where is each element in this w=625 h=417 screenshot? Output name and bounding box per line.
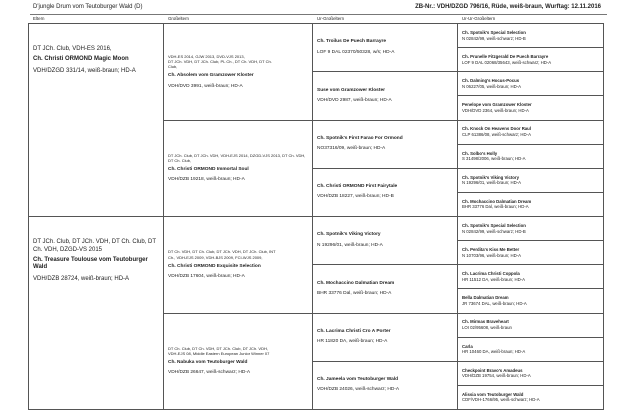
great-grandparent-registration: VDH/DZB 18227, weiß-braun; HD-B [317, 194, 394, 200]
great-great-grandparent-name: Ch. Lacrima Christi Coppola [462, 271, 520, 277]
great-grandparent-registration: VDH/DZB 24026, weiß-schwarz; HD-A [317, 387, 400, 393]
great-grandparent-cell [313, 362, 458, 410]
great-great-grandparent-cell [458, 386, 604, 410]
great-great-grandparent-name: Ch. Mirmas Braveheart [462, 319, 509, 325]
great-great-grandparent-cell [458, 72, 604, 96]
great-great-grandparent-registration: LOF 9 DAL 02068/35643, weiß-schwarz; HD-A [462, 59, 552, 65]
great-great-grandparent-registration: N 06227/05, weiß-braun; HD-A [462, 83, 521, 89]
great-grandparent-cell [313, 72, 458, 120]
great-grandparent-registration: NO37316/09, weiß-braun; HD-A [317, 146, 386, 152]
grandparent-name: Ch. Absolem vom Gramzower Kloster [168, 73, 254, 79]
parent-registration: VDH/DZB 28724, weiß-braun; HD-A [33, 276, 130, 283]
great-great-grandparent-cell [458, 217, 604, 241]
great-great-grandparent-name: Ch. Spotnik's Viking Victory [462, 174, 519, 180]
parent-registration: VDH/DZGD 331/14, weiß-braun; HD-A [33, 67, 136, 74]
great-great-grandparent-registration: JR 73674 DAL, weiß-braun; HD-A [462, 300, 527, 306]
great-grandparent-name: Ch. Christi ORMOND First Fairytale [317, 184, 398, 190]
great-great-grandparent-registration: S 31498/2006, weiß-braun; HD-A [462, 156, 526, 162]
great-grandparent-registration: N 19296/01, weiß-braun; HD-A [317, 242, 383, 248]
grandparent-registration: VDH/DZB 19218, weiß-braun; HD-A [168, 177, 245, 183]
grandparent-titles: DT Ch. Club, DT Ch. VDH, DT JCh. Club, DT JCh. VDH, [168, 345, 268, 351]
great-grandparent-registration: VDH/DVD 2987, weiß-braun; HD-A [317, 97, 392, 103]
great-great-grandparent-cell [458, 48, 604, 72]
great-great-grandparent-registration: BHR 33776 Dal, weiß-braun; HD-A [462, 204, 529, 210]
dog-title: D'jungle Drum vom Teutoburger Wald (D) [33, 4, 143, 10]
parent-cell [29, 217, 164, 410]
great-great-grandparent-name: Ch. Spotnik's Special Selection [462, 222, 526, 228]
grandparent-name: Ch. Nabuka vom Teutoburger Wald [168, 360, 248, 366]
great-great-grandparent-cell [458, 314, 604, 338]
grandparent-titles: DT Ch. Club, [168, 158, 192, 164]
col-header-great-great-grandparents: Ur-Ur-Großeltern [462, 16, 496, 21]
great-great-grandparent-cell [458, 265, 604, 289]
great-great-grandparent-registration: N 19296/01, weiß-braun; HD-A [462, 180, 521, 186]
header-divider [30, 14, 607, 15]
great-grandparent-cell [313, 314, 458, 362]
great-grandparent-name: Ch. Spotnik's First Farao For Ormond [317, 135, 403, 141]
great-grandparent-cell [313, 217, 458, 265]
great-great-grandparent-cell [458, 193, 604, 217]
grandparent-titles: Club, [168, 64, 178, 70]
pedigree-tree [28, 23, 604, 410]
great-great-grandparent-cell [458, 241, 604, 265]
great-grandparent-cell [313, 24, 458, 72]
great-great-grandparent-cell [458, 96, 604, 120]
great-great-grandparent-registration: N 10703/96, weiß-braun; HD-A [462, 252, 521, 258]
col-header-grandparents: Großeltern [168, 16, 189, 21]
great-great-grandparent-registration: HR 11512 DA, weiß-braun; HD-A [462, 276, 525, 282]
great-great-grandparent-registration: VDH/DZB 19754, weiß-braun; HD-A [462, 373, 531, 379]
parent-name: Ch. Treasure Toulouse vom Teutoburger Wald [33, 256, 148, 271]
great-grandparent-registration: HR 11820 DA, weiß-braun; HD-A [317, 339, 388, 345]
great-great-grandparent-name: Bella Dalmatian Dream [462, 295, 509, 301]
parent-titles: DT JCh. Club, DT JCh. VDH, DT Ch. Club, DT Ch. VDH, DZGD-VS 2015 [33, 239, 156, 253]
great-grandparent-name: Ch. Troilus De Puech Barrayre [317, 39, 387, 45]
grandparent-titles: DT JCh. Club, DT JCh. VDH, VDH-EJS 2014, DZGD-VJS 2013, DT Ch. VDH, [168, 152, 306, 158]
great-grandparent-registration: BHR 33776 Dal, weiß-braun; HD-A [317, 290, 392, 296]
grandparent-cell [164, 24, 313, 121]
parent-name: Ch. Christi ORMOND Magic Moon [33, 55, 129, 62]
grandparent-registration: VDH/DVD 3991, weiß-braun; HD-A [168, 83, 243, 89]
great-grandparent-registration: LOF 9 DAL 02370/50328, w/s; HD-A [317, 49, 395, 55]
grandparent-cell [164, 217, 313, 314]
great-great-grandparent-cell [458, 121, 604, 145]
grandparent-cell [164, 314, 313, 411]
grandparent-name: Ch. Christi ORMOND Immortal Soul [168, 167, 249, 173]
great-great-grandparent-name: Ch. Prunelle Fitzgerald De Puech Barrayre [462, 54, 549, 60]
great-great-grandparent-registration: LOI 02/95608, weiß-braun [462, 325, 512, 331]
parent-cell [29, 24, 164, 217]
great-great-grandparent-name: Ch. Spotnik's Special Selection [462, 29, 526, 35]
great-great-grandparent-registration: VDH/DVD 2364, weiß-braun; HD-A [462, 107, 529, 113]
great-grandparent-name: Ch. Jameela vom Teutoburger Wald [317, 377, 399, 383]
great-great-grandparent-name: Carla [462, 343, 473, 349]
great-great-grandparent-name: Ch. Dalming's Hocus-Pocus [462, 78, 520, 84]
great-great-grandparent-name: Penelope vom Gramzower Kloster [462, 102, 532, 108]
registry-info: ZB-Nr.: VDH/DZGD 796/16, Rüde, weiß-braun, Wurftag: 12.11.2016 [415, 4, 601, 10]
grandparent-titles: VDH-ES 2014, GJW 2013, DVD-VJS 2013, [168, 53, 245, 59]
great-great-grandparent-cell [458, 145, 604, 169]
great-grandparent-name: Ch. Spotnik's Viking Victory [317, 232, 381, 238]
great-grandparent-name: Ch. Mochaccino Dalmatian Dream [317, 280, 395, 286]
grandparent-titles: Ch., VDH-EJS 2009, VDH-BJS 2009, FCI-WJS 2009, [168, 254, 263, 260]
grandparent-cell [164, 121, 313, 218]
great-great-grandparent-cell [458, 338, 604, 362]
great-grandparent-cell [313, 121, 458, 169]
great-great-grandparent-registration: N 02842/99, weiß-schwarz; HD-B [462, 35, 526, 41]
great-grandparent-cell [313, 265, 458, 313]
great-great-grandparent-cell [458, 362, 604, 386]
grandparent-registration: VDH/DZB 26647, weiß-schwarz; HD-A [168, 370, 251, 376]
grandparent-titles: VDH-EJS 08, Middle Eastern European Junior Winner 07 [168, 351, 270, 357]
great-grandparent-name: Ch. Lacrima Christi Cro A Porter [317, 328, 391, 334]
great-grandparent-name: Suse vom Gramzower Kloster [317, 87, 385, 93]
grandparent-registration: VDH/DZB 17604, weiß-braun; HD-A [168, 273, 245, 279]
col-header-parents: Eltern [33, 16, 45, 21]
great-great-grandparent-name: Ch. Solbo's Holly [462, 150, 498, 156]
great-great-grandparent-name: Alissia vom Teutoburger Wald [462, 391, 524, 397]
great-great-grandparent-registration: CDF/VDH-1766/95, weiß-schwarz; HD-A [462, 397, 540, 403]
grandparent-titles: DT Ch. VDH, DT Ch. Club, DT JCh. VDH, DT JCh. Club, INT [168, 249, 276, 255]
great-great-grandparent-name: Checkpoint Bravo's Amadeus [462, 367, 523, 373]
col-header-great-grandparents: Ur-Großeltern [317, 16, 345, 21]
great-great-grandparent-cell [458, 169, 604, 193]
great-great-grandparent-cell [458, 24, 604, 48]
grandparent-titles: DT JCh. VDH, DT JCh. Club, PL Ch., DT Ch. VDH, DT Ch. [168, 58, 272, 64]
great-great-grandparent-registration: HR 10460 DA, weiß-braun; HD-A [462, 349, 526, 355]
great-great-grandparent-registration: CLP 61386/08, weiß-schwarz; HD-A [462, 132, 531, 138]
great-great-grandparent-name: Ch. Knock On Heavens Door Raul [462, 126, 532, 132]
parent-titles: DT JCh. Club, VDH-ES 2016, [33, 46, 112, 52]
great-great-grandparent-cell [458, 289, 604, 313]
great-grandparent-cell [313, 169, 458, 217]
great-great-grandparent-registration: N 02842/99, weiß-schwarz; HD-B [462, 228, 526, 234]
grandparent-name: Ch. Christi ORMOND Exquisite Selection [168, 263, 261, 269]
great-great-grandparent-name: Ch. Perdita's Kiss Me Better [462, 247, 520, 253]
great-great-grandparent-name: Ch. Mochaccino Dalmatian Dream [462, 198, 532, 204]
